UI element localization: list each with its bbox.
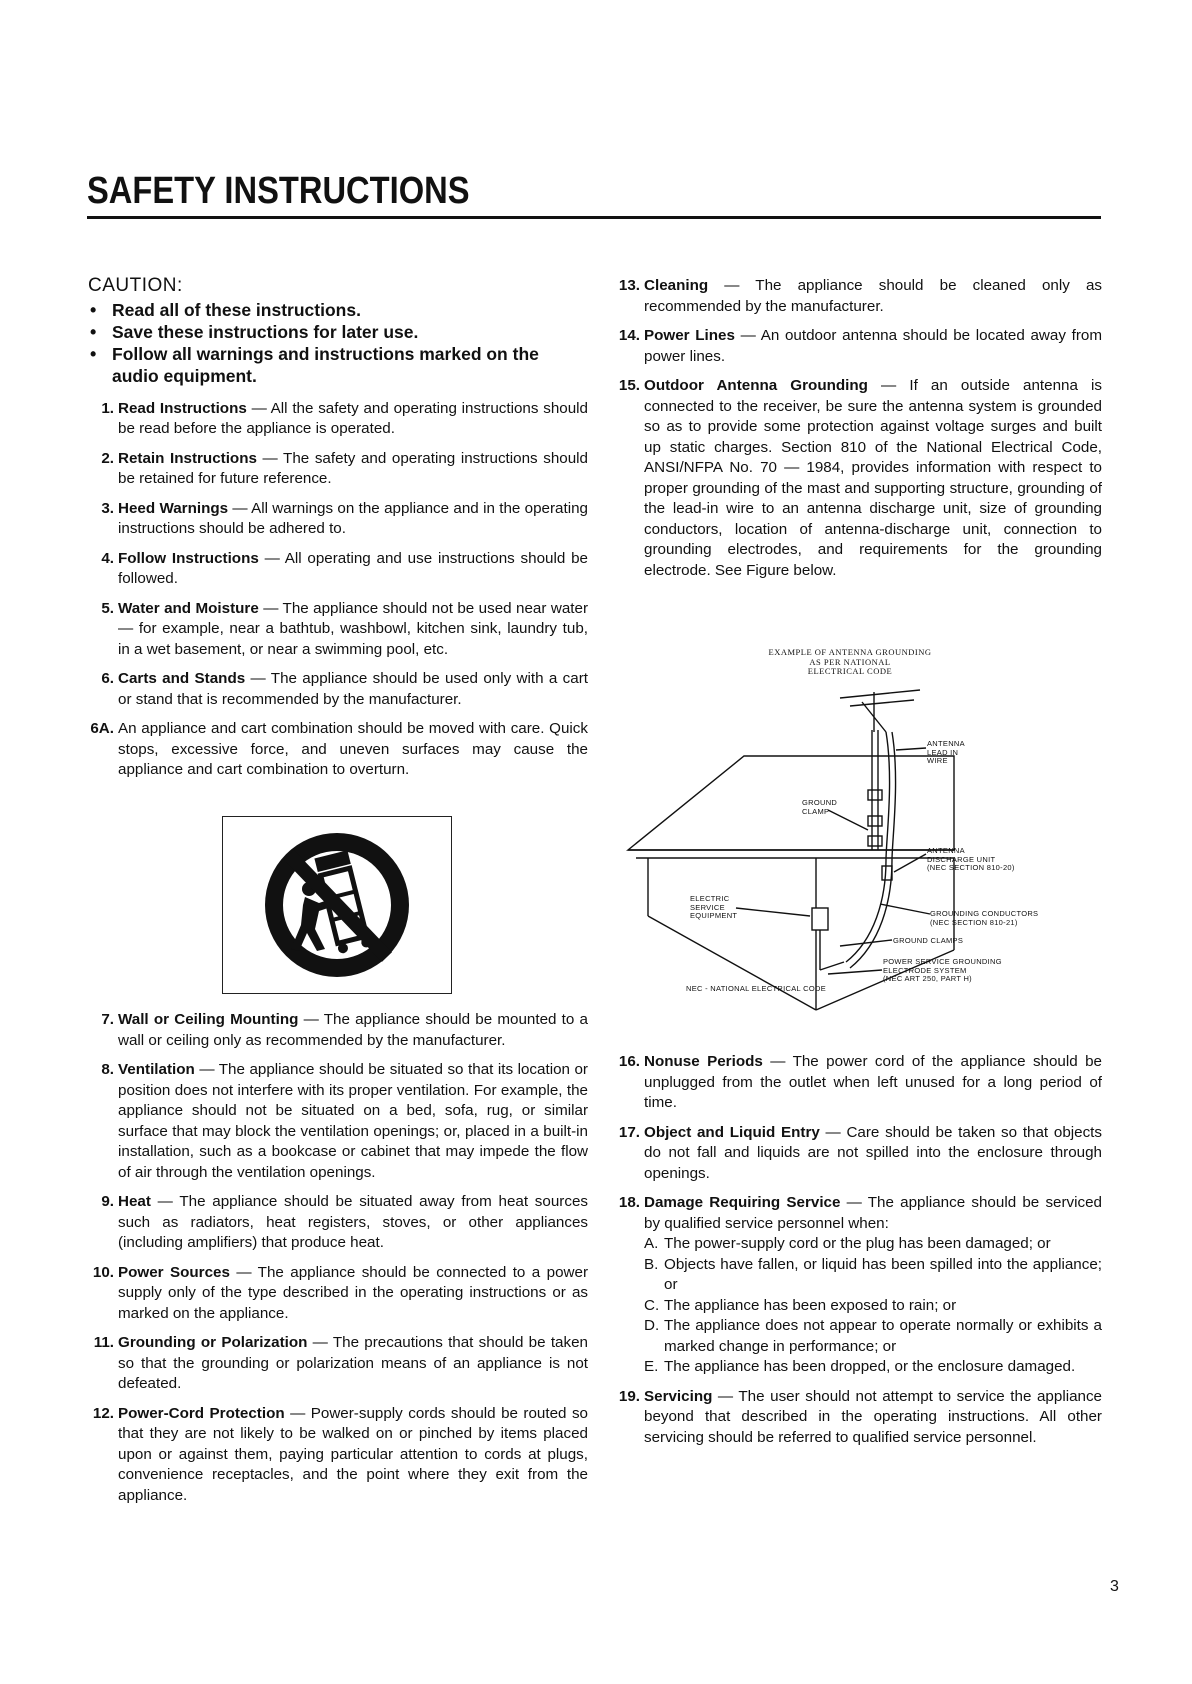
item-text: — The appliance should be situated so that its location or position does not interfere with its proper ventilation. For example, the appliance should not be situated on a bed, sofa, rug, or similar surface that may block the ventilation openings; or, placed in a built-in installation, such as a bookcase or cabinet that may impede the flow of air through the ventilation openings. bbox=[118, 1061, 588, 1181]
caution-bullet: • Follow all warnings and instructions marked on the audio equipment. bbox=[88, 343, 588, 387]
page-number: 3 bbox=[1110, 1578, 1119, 1595]
item-number: 15. bbox=[618, 377, 640, 394]
instruction-item bbox=[614, 1123, 1102, 1185]
item-number: 8. bbox=[101, 1061, 114, 1078]
instruction-item bbox=[88, 669, 588, 710]
item-term: Heat bbox=[118, 1193, 151, 1210]
item-number: 9. bbox=[101, 1193, 114, 1210]
cart-warning-figure bbox=[222, 816, 452, 994]
item-term: Outdoor Antenna Grounding bbox=[644, 377, 868, 394]
instruction-item bbox=[88, 399, 588, 440]
item-number: 11. bbox=[93, 1334, 114, 1351]
instruction-item bbox=[88, 1060, 588, 1183]
item-text: — The precautions that should be taken so that the grounding or polarization means of an appliance is not defeated. bbox=[118, 1334, 588, 1392]
antenna-grounding-diagram bbox=[624, 640, 1104, 1035]
instruction-item bbox=[614, 376, 1102, 581]
caution-heading: CAUTION: bbox=[88, 275, 183, 296]
left-column-bottom bbox=[88, 1010, 588, 1515]
label-grounding-conductors: GROUNDING CONDUCTORS (NEC SECTION 810-21) bbox=[930, 909, 1039, 927]
label-electric-service: ELECTRIC SERVICE EQUIPMENT bbox=[690, 894, 738, 920]
sub-item: A. The power-supply cord or the plug has been damaged; or bbox=[644, 1235, 1051, 1252]
item-number: 6A. bbox=[90, 720, 114, 737]
instruction-list bbox=[614, 1052, 1102, 1184]
label-nec-note: NEC - NATIONAL ELECTRICAL CODE bbox=[686, 984, 826, 993]
item-term: Carts and Stands bbox=[118, 670, 246, 687]
label-power-service: POWER SERVICE GROUNDING ELECTRODE SYSTEM (NEC ART 250, PART H) bbox=[883, 957, 1002, 983]
item-text: — The appliance should not be used near water — for example, near a bathtub, washbowl, kitchen sink, laundry tub, in a wet basement, or near a swimming pool, etc. bbox=[118, 599, 588, 658]
instruction-item bbox=[88, 499, 588, 540]
sub-item: C. The appliance has been exposed to rain; or bbox=[644, 1296, 957, 1314]
instruction-list bbox=[88, 399, 588, 781]
instruction-item bbox=[88, 1192, 588, 1254]
item-term: Ventilation bbox=[118, 1061, 195, 1078]
item-text: — The appliance should be connected to a power supply only of the type described in the operating instructions or as marked on the appliance. bbox=[118, 1263, 589, 1322]
sub-item: D. The appliance does not appear to operate normally or exhibits a marked change in performance; or bbox=[644, 1317, 1102, 1355]
item-text: — The appliance should be mounted to a wall or ceiling only as recommended by the manufacturer. bbox=[118, 1011, 588, 1049]
item-number: 17. bbox=[618, 1123, 640, 1141]
item-number: 6. bbox=[101, 670, 114, 687]
item-term: Nonuse Periods bbox=[644, 1053, 763, 1070]
item-number: 13. bbox=[618, 277, 640, 294]
instruction-item bbox=[88, 1404, 588, 1507]
item-text: An appliance and cart combination should be moved with care. Quick stops, excessive force, and uneven surfaces may cause the appliance and cart combination to overturn. bbox=[118, 720, 588, 778]
right-column-top bbox=[614, 276, 1102, 590]
caution-bullet: • Read all of these instructions. bbox=[88, 299, 588, 321]
item-text: — The appliance should be situated away from heat sources such as radiators, heat registers, stoves, or other appliances (including amplifiers) that produce heat. bbox=[118, 1193, 588, 1251]
label-ground-clamps: GROUND CLAMPS bbox=[893, 936, 964, 945]
item-number: 14. bbox=[618, 327, 640, 344]
item-term: Follow Instructions bbox=[118, 549, 259, 567]
caution-bullet: • Save these instructions for later use. bbox=[88, 321, 588, 343]
item-text: — All warnings on the appliance and in the operating instructions should be adhered to. bbox=[118, 499, 588, 537]
instruction-list bbox=[88, 1010, 588, 1506]
item-text: — The power cord of the appliance should be unplugged from the outlet when left unused for a long period of time. bbox=[644, 1053, 1103, 1111]
sub-item: B. Objects have fallen, or liquid has been spilled into the appliance; or bbox=[644, 1255, 1102, 1293]
item-term: Heed Warnings bbox=[118, 499, 229, 517]
item-number: 7. bbox=[101, 1011, 114, 1028]
item-term: Cleaning bbox=[644, 277, 709, 294]
item-text: — All the safety and operating instructions should be read before the appliance is operated. bbox=[118, 399, 588, 437]
item-number: 10. bbox=[92, 1263, 114, 1281]
item-term: Power Lines bbox=[644, 327, 735, 344]
left-column-top bbox=[88, 276, 588, 790]
instruction-item bbox=[88, 1263, 588, 1325]
cart-tipover-icon bbox=[223, 817, 451, 993]
item-text: — The appliance should be cleaned only as recommended by the manufacturer. bbox=[644, 277, 1102, 315]
item-text: — The safety and operating instructions should be retained for future reference. bbox=[118, 449, 588, 487]
item-number: 4. bbox=[101, 549, 114, 567]
item-text: — The appliance should be used only with a cart or stand that is recommended by the manufacturer. bbox=[118, 670, 589, 708]
instruction-item-19: 19. Servicing — The user should not attempt to service the appliance beyond that described in the operating instructions. All other servicing should be referred to qualified service personnel. bbox=[618, 1387, 1102, 1446]
item-number: 3. bbox=[101, 499, 114, 517]
item-text: — An outdoor antenna should be located away from power lines. bbox=[644, 327, 1103, 365]
label-discharge-unit: ANTENNA DISCHARGE UNIT (NEC SECTION 810-20) bbox=[927, 846, 1015, 872]
item-text: — Care should be taken so that objects do not fall and liquids are not spilled into the enclosure through openings. bbox=[644, 1123, 1102, 1182]
instruction-item bbox=[88, 1010, 588, 1051]
item-number: 16. bbox=[618, 1053, 640, 1070]
item-term: Grounding or Polarization bbox=[118, 1334, 308, 1351]
instruction-item bbox=[614, 1052, 1102, 1114]
item-term: Power Sources bbox=[118, 1263, 230, 1281]
instruction-item-18: 18. Damage Requiring Service — The appliance should be serviced by qualified service personnel when: A. The power-supply cord or the plug has been damaged; or B. Objects have fallen, or liquid has been spilled into the appliance; or C. The appliance has been exposed to rain; or D. The appliance does not appear to operate normally or exhibits a marked change in performance; or E. The appliance has been dropped, or the enclosure damaged. bbox=[614, 1193, 1102, 1378]
instruction-item bbox=[88, 449, 588, 490]
item-text: — Power-supply cords should be routed so that they are not likely to be walked on or pinched by items placed upon or against them, paying particular attention to cords at plugs, convenience receptacles, and the point where they exit from the appliance. bbox=[118, 1404, 588, 1504]
instruction-item bbox=[88, 599, 588, 661]
title-rule bbox=[87, 216, 1101, 219]
diagram-title: EXAMPLE OF ANTENNA GROUNDING AS PER NATIONAL ELECTRICAL CODE bbox=[768, 647, 932, 676]
item-number: 1. bbox=[101, 399, 114, 417]
item-term: Water and Moisture bbox=[118, 599, 259, 617]
item-term: Power-Cord Protection bbox=[118, 1404, 285, 1422]
instruction-item bbox=[88, 549, 588, 590]
item-term: Read Instructions bbox=[118, 399, 247, 417]
page-title: SAFETY INSTRUCTIONS bbox=[87, 170, 470, 212]
instruction-item bbox=[88, 719, 588, 781]
item-number: 12. bbox=[92, 1404, 114, 1422]
item-number: 2. bbox=[101, 449, 114, 467]
label-antenna-lead-in: ANTENNA LEAD IN WIRE bbox=[927, 739, 965, 765]
caution-list bbox=[88, 299, 588, 387]
item-number: 5. bbox=[101, 599, 114, 617]
instruction-item bbox=[88, 1333, 588, 1395]
instruction-list bbox=[614, 276, 1102, 581]
item-term: Retain Instructions bbox=[118, 449, 257, 467]
item-text: — All operating and use instructions should be followed. bbox=[118, 549, 588, 587]
right-column-bottom bbox=[614, 1052, 1102, 1457]
instruction-item bbox=[614, 326, 1102, 367]
instruction-item bbox=[614, 276, 1102, 317]
sub-item: E. The appliance has been dropped, or the enclosure damaged. bbox=[644, 1358, 1076, 1375]
label-ground-clamp: GROUND CLAMP bbox=[802, 798, 838, 816]
item-text: — If an outside antenna is connected to the receiver, be sure the antenna system is grounded so as to provide some protection against voltage surges and built up static charges. Section 810 of the National Electrical Code, ANSI/NFPA No. 70 — 1984, provides information with respect to proper grounding of the mast and supporting structure, grounding of the lead-in wire to an antenna discharge unit, size of grounding conductors, location of antenna-discharge unit, connection to grounding electrodes, and requirements for the grounding electrode. See Figure below. bbox=[644, 377, 1102, 579]
item-term: Object and Liquid Entry bbox=[644, 1123, 820, 1141]
item-term: Wall or Ceiling Mounting bbox=[118, 1011, 299, 1028]
